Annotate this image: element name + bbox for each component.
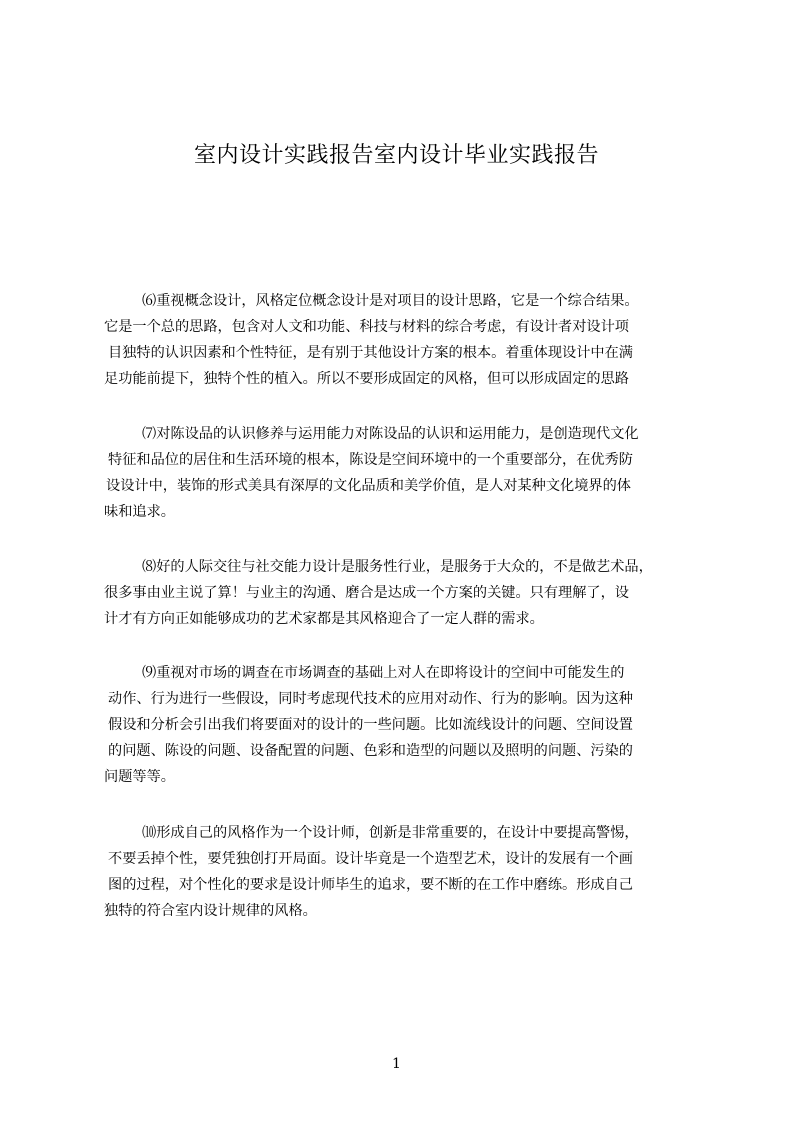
paragraph-line: ⑼重视对市场的调查在市场调查的基础上对人在即将设计的空间中可能发生的 [142,665,625,681]
paragraph-line: 它是一个总的思路，包含对人文和功能、科技与材料的综合考虑，有设计者对设计项 [104,319,629,335]
paragraph-7 [104,421,716,525]
paragraph-line: ⑹重视概念设计，风格定位概念设计是对项目的设计思路，它是一个综合结果。 [142,293,639,309]
paragraph-line: 设设计中，装饰的形式美具有深厚的文化品质和美学价值，是人对某种文化境界的体 [106,478,631,494]
paragraph-line: 独特的符合室内设计规律的风格。 [104,903,317,919]
paragraph-line: ⑺对陈设品的认识修养与运用能力对陈设品的认识和运用能力，是创造现代文化 [142,426,639,442]
page-number: 1 [392,1056,401,1072]
paragraph-line: 的问题、陈设的问题、设备配置的问题、色彩和造型的问题以及照明的问题、污染的 [108,743,633,759]
paragraph-6 [104,288,716,392]
document-title: 室内设计实践报告室内设计毕业实践报告 [193,143,599,168]
paragraph-line: 计才有方向正如能够成功的艺术家都是其风格迎合了一定人群的需求。 [104,611,544,627]
paragraph-line: 动作、行为进行一些假设，同时考虑现代技术的应用对动作、行为的影响。因为这种 [108,691,633,707]
paragraph-line: 目独特的认识因素和个性特征，是有别于其他设计方案的根本。着重体现设计中在满 [108,345,633,361]
paragraph-line: 味和追求。 [104,504,175,520]
paragraph-9 [104,660,716,790]
paragraph-line: 不要丢掉个性，要凭独创打开局面。设计毕竟是一个造型艺术，设计的发展有一个画 [108,851,633,867]
paragraph-line: 问题等等。 [104,769,175,785]
paragraph-line: ⑻好的人际交往与社交能力设计是服务性行业，是服务于大众的，不是做艺术品， [142,559,653,575]
paragraph-line: ⑽形成自己的风格作为一个设计师，创新是非常重要的，在设计中要提高警惕， [142,825,639,841]
paragraph-line: 图的过程，对个性化的要求是设计师毕生的追求，要不断的在工作中磨练。形成自己 [108,877,633,893]
paragraph-line: 特征和品位的居住和生活环境的根本，陈设是空间环境中的一个重要部分，在优秀防 [108,452,633,468]
paragraph-line: 很多事由业主说了算！与业主的沟通、磨合是达成一个方案的关键。只有理解了，设 [104,585,629,601]
paragraph-8 [104,554,716,632]
paragraph-line: 假设和分析会引出我们将要面对的设计的一些问题。比如流线设计的问题、空间设置 [108,717,633,733]
paragraph-10 [104,820,716,924]
paragraph-line: 足功能前提下，独特个性的植入。所以不要形成固定的风格，但可以形成固定的思路 [104,371,629,387]
